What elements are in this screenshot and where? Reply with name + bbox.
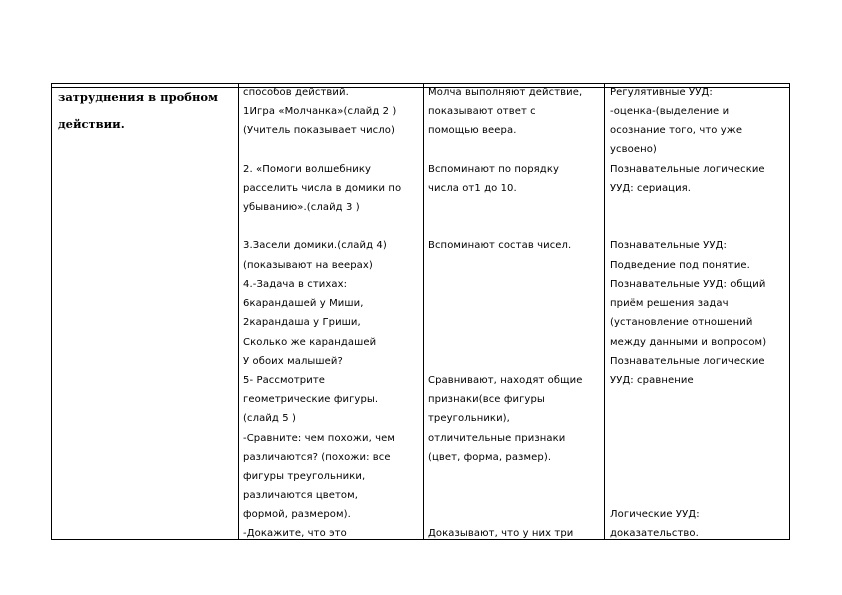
- learning-action-line: Подведение под понятие.: [610, 260, 750, 271]
- student-activity-line: признаки(все фигуры: [428, 394, 545, 405]
- teacher-activity-line: 1Игра «Молчанка»(слайд 2 ): [243, 106, 397, 117]
- teacher-activity-line: различаются? (похожи: все: [243, 452, 391, 463]
- student-activity-line: Вспоминают состав чисел.: [428, 240, 572, 251]
- learning-action-line: УУД: сравнение: [610, 375, 694, 386]
- student-activity-line: показывают ответ с: [428, 106, 536, 117]
- learning-action-line: Познавательные УУД:: [610, 240, 727, 251]
- teacher-activity-line: различаются цветом,: [243, 490, 359, 501]
- student-activity-line: отличительные признаки: [428, 433, 566, 444]
- teacher-activity-line: расселить числа в домики по: [243, 183, 402, 194]
- teacher-activity-line: 2. «Помоги волшебнику: [243, 164, 372, 175]
- student-activity-line: Вспоминают по порядку: [428, 164, 559, 175]
- learning-action-line: осознание того, что уже: [610, 125, 743, 136]
- teacher-activity-line: У обоих малышей?: [243, 356, 343, 367]
- student-activity-line: числа от1 до 10.: [428, 183, 517, 194]
- teacher-activity-line: 5- Рассмотрите: [243, 375, 326, 386]
- learning-action-line: -оценка-(выделение и: [610, 106, 730, 117]
- learning-action-line: Познавательные логические: [610, 356, 765, 367]
- column-divider: [238, 84, 239, 539]
- learning-action-line: между данными и вопросом): [610, 337, 767, 348]
- column-divider: [604, 84, 605, 539]
- learning-action-line: Познавательные логические: [610, 164, 765, 175]
- student-activity-line: помощью веера.: [428, 125, 517, 136]
- learning-action-line: Регулятивные УУД:: [610, 87, 713, 98]
- teacher-activity-line: убыванию».(слайд 3 ): [243, 202, 360, 213]
- student-activity-line: (цвет, форма, размер).: [428, 452, 552, 463]
- learning-action-line: (установление отношений: [610, 317, 753, 328]
- teacher-activity-line: формой, размером).: [243, 509, 351, 520]
- student-activity-line: треугольники),: [428, 413, 510, 424]
- teacher-activity-line: 6карандашей у Миши,: [243, 298, 364, 309]
- student-activity-line: Сравнивают, находят общие: [428, 375, 583, 386]
- teacher-activity-line: 4.-Задача в стихах:: [243, 279, 348, 290]
- column-divider: [423, 84, 424, 539]
- lesson-table: [51, 83, 790, 540]
- learning-action-line: Логические УУД:: [610, 509, 700, 520]
- teacher-activity-line: -Докажите, что это: [243, 528, 347, 539]
- learning-action-line: приём решения задач: [610, 298, 729, 309]
- teacher-activity-line: способов действий.: [243, 87, 349, 98]
- teacher-activity-line: 3.Засели домики.(слайд 4): [243, 240, 387, 251]
- teacher-activity-line: фигуры треугольники,: [243, 471, 366, 482]
- teacher-activity-line: -Сравните: чем похожи, чем: [243, 433, 396, 444]
- student-activity-line: Доказывают, что у них три: [428, 528, 574, 539]
- stage-heading-line: затруднения в пробном: [58, 90, 219, 104]
- learning-action-line: Познавательные УУД: общий: [610, 279, 766, 290]
- learning-action-line: усвоено): [610, 144, 657, 155]
- teacher-activity-line: (Учитель показывает число): [243, 125, 395, 136]
- student-activity-line: Молча выполняют действие,: [428, 87, 583, 98]
- teacher-activity-line: 2карандаша у Гриши,: [243, 317, 361, 328]
- teacher-activity-line: геометрические фигуры.: [243, 394, 379, 405]
- teacher-activity-line: Сколько же карандашей: [243, 337, 377, 348]
- learning-action-line: доказательство.: [610, 528, 699, 539]
- teacher-activity-line: (показывают на веерах): [243, 260, 373, 271]
- learning-action-line: УУД: сериация.: [610, 183, 692, 194]
- stage-heading-line: действии.: [58, 117, 125, 131]
- teacher-activity-line: (слайд 5 ): [243, 413, 296, 424]
